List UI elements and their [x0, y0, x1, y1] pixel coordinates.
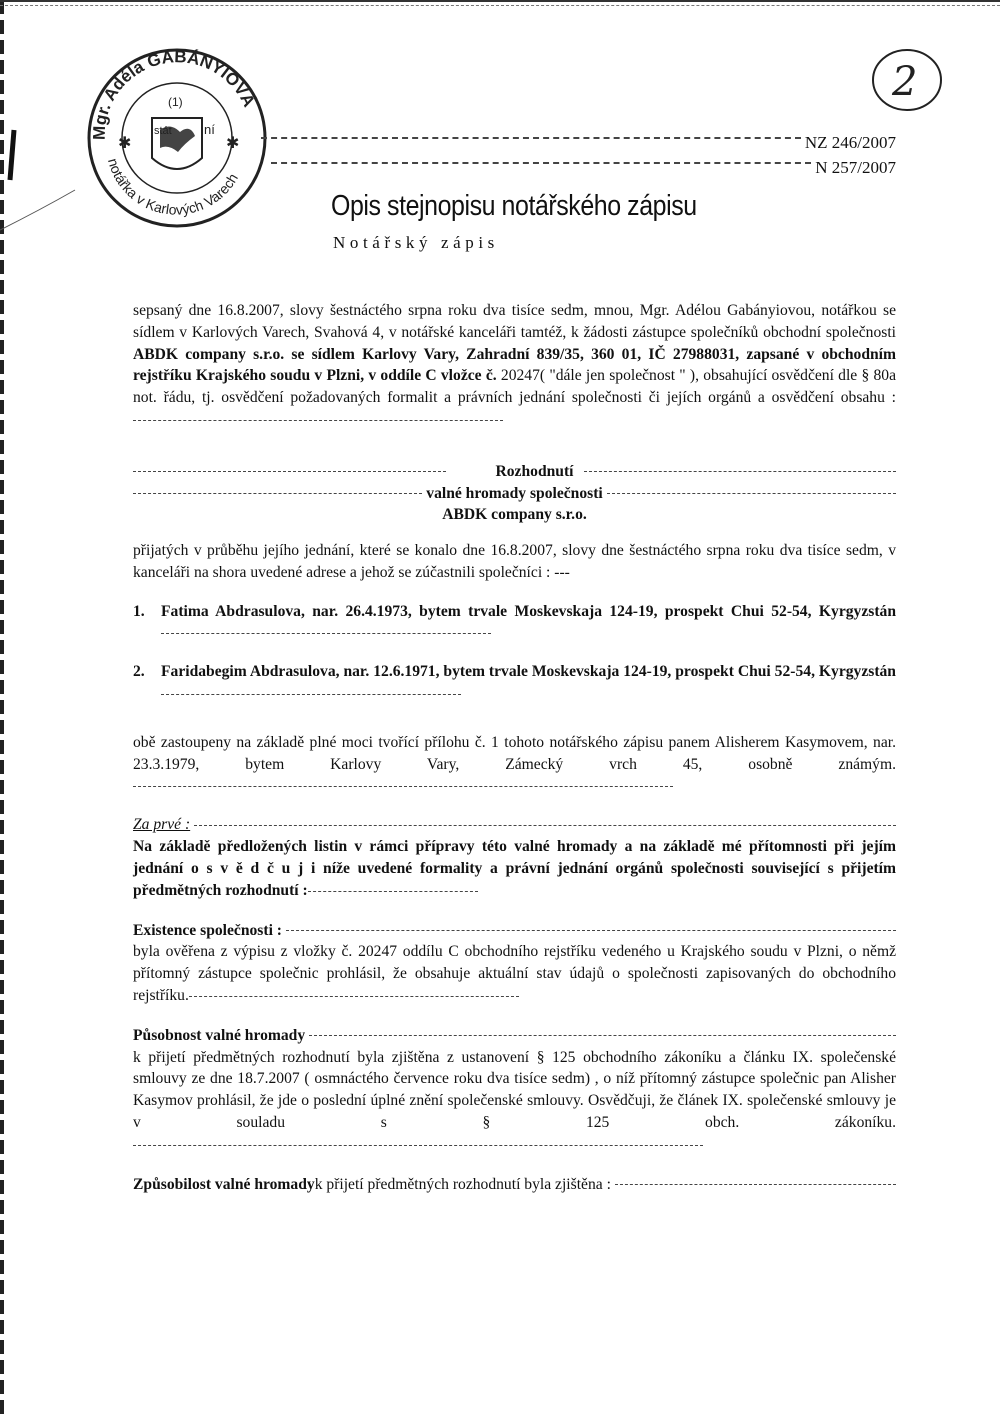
ref-n-text: N 257/2007 — [815, 158, 896, 177]
decision-heading-2: valné hromady společnosti — [133, 483, 896, 505]
scan-top-edge — [0, 0, 1000, 6]
seal-graphic — [80, 40, 270, 230]
seal-inner-top: (1) — [168, 95, 183, 109]
za-prve-heading: Za prvé : — [133, 814, 896, 836]
pusobnost-text: k přijetí předmětných rozhodnutí byla zjištěna z ustanovení § 125 obchodního zákoníku a článku IX. společenské smlouvy ze dne 18.7.2007 ( osmnáctého července roku dva tisíce sedm) , o níž přítomný zástupce společnic pan Alisher Kasymov prohlásil, že jde o poslední úplné znění společenské smlouvy. Osvědčuji, že článek IX. společenské smlouvy je v souladu s § 125 obch. zákoníku. — [133, 1047, 896, 1156]
pusobnost-heading: Působnost valné hromady — [133, 1025, 896, 1047]
list-item: 1. Fatima Abdrasulova, nar. 26.4.1973, bytem trvale Moskevskaja 124-19, prospekt Chui 52-54, Kyrgyzstán — [133, 601, 896, 645]
decision-heading-1: Rozhodnutí — [133, 461, 896, 483]
svg-text:Mgr. Adéla GABÁNYIOVÁ — [90, 47, 259, 140]
ref-n — [271, 158, 896, 178]
zpusobilost-line: Způsobilost valné hromady k přijetí předmětných rozhodnutí byla zjištěna : — [133, 1174, 896, 1196]
company-identification: ABDK company s.r.o. se sídlem Karlovy Vary, Zahradní 839/35, 360 01, IČ 27988031, zapsané v obchodním rejstříku Krajského soudu v Plzni, v oddíle C vložce č. — [133, 345, 896, 385]
seal-outer-text: Mgr. Adéla GABÁNYIOVÁ — [89, 47, 259, 141]
ref-nz-text: NZ 246/2007 — [804, 133, 896, 152]
document-subtitle: Notářský zápis — [333, 233, 499, 252]
existence-heading: Existence společnosti : — [133, 920, 896, 942]
notary-seal — [80, 40, 270, 230]
representation-paragraph: obě zastoupeny na základě plné moci tvořící přílohu č. 1 tohoto notářského zápisu panem Alisherem Kasymovem, nar. 23.3.1979, bytem Karlovy Vary, Zámecký vrch 45, osobně známým. — [133, 732, 896, 797]
document-title: Opis stejnopisu notářského zápisu — [331, 190, 697, 222]
seal-bottom-text: notářka v Karlových Varech — [104, 156, 241, 218]
seal-inner-left: stát — [154, 125, 172, 137]
intro-paragraph: sepsaný dne 16.8.2007, slovy šestnáctého srpna roku dva tisíce sedm, mnou, Mgr. Adélou Gabányiovou, notářkou se sídlem v Karlových Varech, Svahová 4, v notářské kanceláři tamtéž, k žádosti zástupce společníků obchodní společnosti ABDK company s.r.o. se sídlem Karlovy Vary, Zahradní 839/35, 360 01, IČ 27988031, zapsané v obchodním rejstříku Krajského soudu v Plzni, v oddíle C vložce č. 20247( "dále jen společnost " ), obsahující osvědčení dle § 80a not. řádu, tj. osvědčení požadovaných formalit a právních jednání společnosti či jejích orgánů a osvědčení obsahu : — [133, 300, 896, 431]
scan-arc-mark — [0, 40, 90, 240]
page-mark: 2 — [892, 59, 918, 105]
handwritten-page-number — [862, 45, 952, 115]
document-body — [133, 300, 896, 1195]
svg-text:✱: ✱ — [118, 135, 132, 152]
meeting-paragraph: přijatých v průběhu jejího jednání, které se konalo dne 16.8.2007, slovy dne šestnáctého srpna roku dva tisíce sedm, v kanceláři na shora uvedené adrese a jehož se zúčastnili společníci : --- — [133, 542, 896, 581]
svg-text:✱: ✱ — [226, 135, 240, 152]
decision-heading-3: ABDK company s.r.o. — [442, 506, 587, 524]
seal-inner-right: ní — [204, 122, 215, 137]
ref-nz — [261, 133, 896, 153]
list-item: 2. Faridabegim Abdrasulova, nar. 12.6.1971, bytem trvale Moskevskaja 124-19, prospekt Chui 52-54, Kyrgyzstán — [133, 661, 896, 705]
za-prve-text: Na základě předložených listin v rámci přípravy této valné hromady a na základě mé přítomnosti při jejím jednání o s v ě d č u j i níže uvedené formality a právní jednání orgánů společnosti související s přijetím předmětných rozhodnutí : — [133, 838, 896, 899]
existence-text: byla ověřena z výpisu z vložky č. 20247 oddílu C obchodního rejstříku vedeného u Krajského soudu v Plzni, o němž přítomný zástupce společnic prohlásil, že obsahuje aktuální stav údajů o společnosti zapisovaných do obchodního rejstříku. — [133, 943, 896, 1004]
